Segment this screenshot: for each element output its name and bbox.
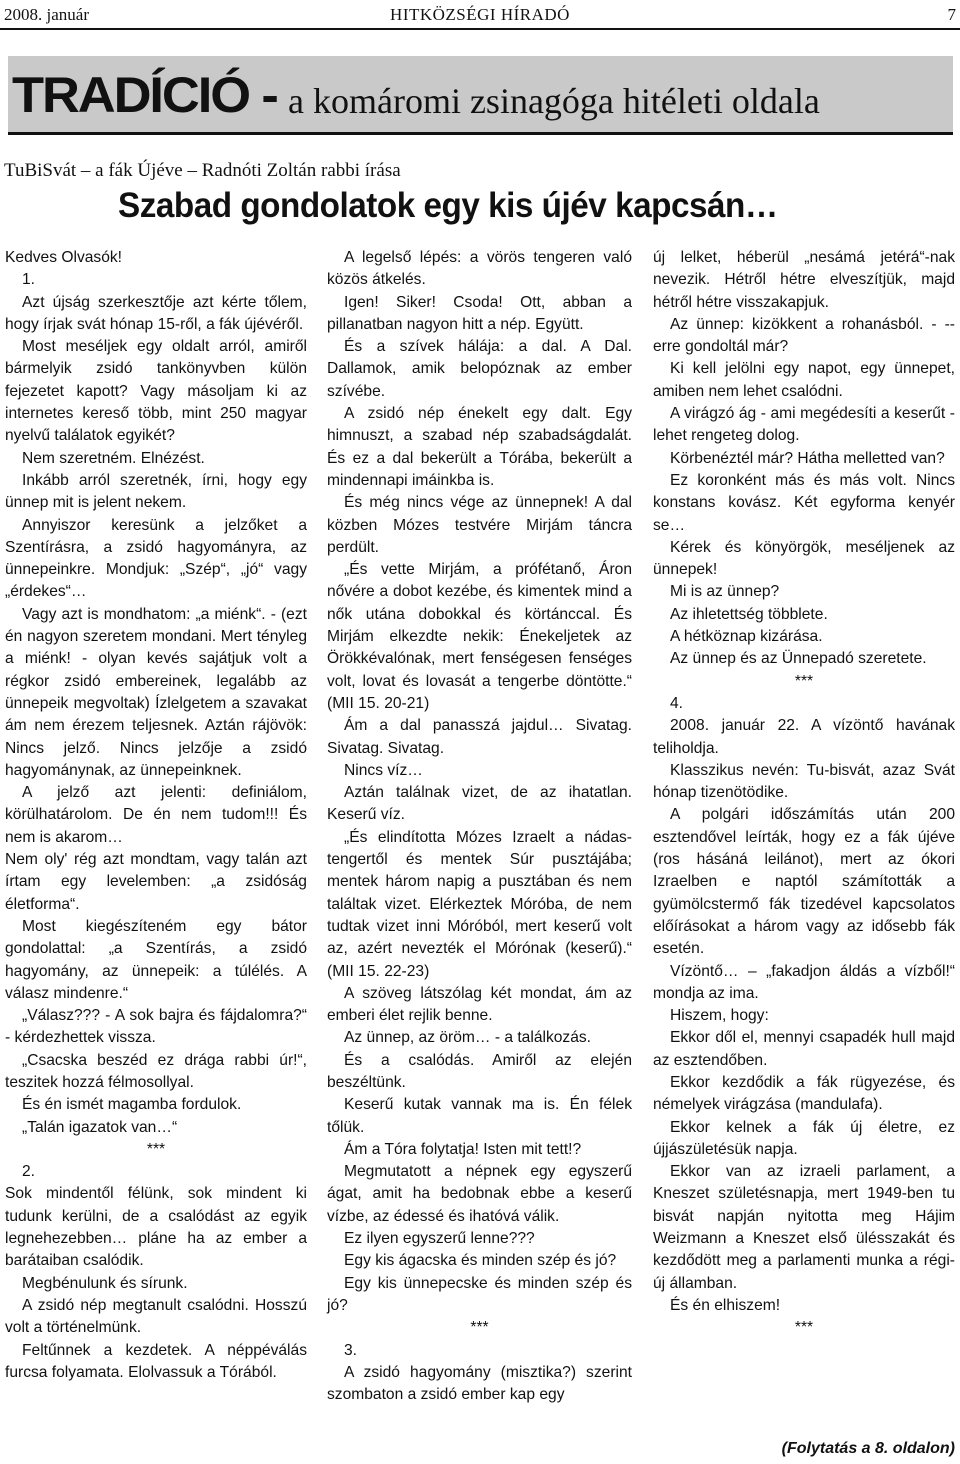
article-column-3 <box>653 247 955 1340</box>
paragraph: Inkább arról szeretnék, írni, hogy egy ünnep mit is jelent nekem. <box>5 471 307 512</box>
section-brand: TRADÍCIÓ - <box>12 67 277 123</box>
paragraph: Azt újság szerkesztője azt kérte tőlem, hogy írjak svát hónap 15-ről, a fák újévéről. <box>5 293 307 333</box>
paragraph: Ki kell jelölni egy napot, egy ünnepet, amiben nem lehet csalódni. <box>653 360 955 400</box>
paragraph: 1. <box>22 271 36 289</box>
paragraph: Az ünnep, az öröm… - a találkozás. <box>344 1029 592 1047</box>
publication-name: HITKÖZSÉGI HÍRADÓ <box>390 5 570 24</box>
paragraph: Aztán találnak vizet, de az ihatatlan. Keserű víz. <box>327 784 632 824</box>
section-number: 3. <box>344 1341 358 1359</box>
paragraph: Ekkor kezdődik a fák rügyezése, és némelyek virágzása (mandulafa). <box>653 1073 955 1114</box>
paragraph: Sok mindentől félünk, sok mindent ki tudunk kerülni, de a csalódást az egyik legnehezebben… pláne ha az ember a barátaiban csalódik. <box>5 1185 307 1270</box>
paragraph: A hétköznap kizárása. <box>670 628 823 646</box>
paragraph: A legelső lépés: a vörös tengeren való közös átkelés. <box>327 249 632 289</box>
paragraph: Annyiszor keresünk a jelzőket a Szentírásra, a zsidó hagyományra, az ünnepeinkre. Mondjuk: „Szép“, „jó“ vagy „érdekes“… <box>5 516 307 601</box>
paragraph: Az ünnep: kizökkent a rohanásból. - -- erre gondoltál már? <box>653 315 955 356</box>
paragraph: A virágzó ág - ami megédesíti a keserűt - lehet rengeteg dolog. <box>653 405 955 445</box>
paragraph: És én elhiszem! <box>670 1296 781 1314</box>
section-subtitle: a komáromi zsinagóga hitéleti oldala <box>288 81 820 121</box>
paragraph: Mi is az ünnep? <box>670 583 780 601</box>
section-separator: *** <box>794 1319 814 1337</box>
paragraph: A szöveg látszólag két mondat, ám az emberi élet rejlik benne. <box>327 984 632 1025</box>
paragraph: „Válasz??? - A sok bajra és fájdalomra?“ - kérdezhettek vissza. <box>5 1007 307 1047</box>
paragraph: És a csalódás. Amiről az elején beszéltünk. <box>327 1051 632 1091</box>
paragraph: Keserű kutak vannak ma is. Én félek tőlük. <box>327 1096 632 1136</box>
paragraph: Egy kis ünnepecske és minden szép és jó? <box>327 1274 632 1314</box>
paragraph: „És vette Mirjám, a prófétanő, Áron nővére a dobot kezébe, és kimentek mind a nők utána dobokkal és körtánccal. És Mirjám elkezdte nekik: Énekeljetek az Örökkévalónak, mert fenségesen fenséges volt, lovat és lovasát a tengerbe döntötte.“ (MII 15. 20-21) <box>327 561 632 712</box>
paragraph: Vízöntő… – „fakadjon áldás a vízből!“ mondja az ima. <box>653 962 955 1002</box>
paragraph: Egy kis ágacska és minden szép és jó? <box>344 1252 617 1270</box>
paragraph: És a szívek hálája: a dal. A Dal. Dallamok, amik belopóznak az ember szívébe. <box>327 338 632 400</box>
paragraph: Nem oly' rég azt mondtam, vagy talán azt írtam egy levelemben: „a zsidóság életforma“. <box>5 851 307 913</box>
paragraph: A zsidó nép énekelt egy dalt. Egy himnuszt, a szabad nép szabadságdalát. És ez a dal bekerült a Tórába, bekerült a mindennapi imáinkba is. <box>327 405 632 489</box>
paragraph: Nincs víz… <box>344 761 423 779</box>
article-kicker: TuBiSvát – a fák Újéve – Radnóti Zoltán rabbi írása <box>4 160 401 181</box>
paragraph: Ez ilyen egyszerű lenne??? <box>344 1230 535 1248</box>
continuation-note: (Folytatás a 8. oldalon) <box>781 1440 955 1457</box>
section-separator: *** <box>470 1319 489 1337</box>
running-header <box>0 0 960 28</box>
paragraph: Megbénulunk és sírunk. <box>22 1274 188 1292</box>
section-number: 2. <box>22 1163 36 1181</box>
paragraph: Ekkor dől el, mennyi csapadék hull majd az esztendőben. <box>653 1029 955 1069</box>
paragraph: Klasszikus nevén: Tu-bisvát, azaz Svát hónap tizenötödike. <box>653 761 955 802</box>
paragraph: A zsidó nép megtanult csalódni. Hosszú volt a történelmünk. <box>5 1296 307 1337</box>
paragraph: A polgári időszámítás után 200 esztendővel leírták, hogy ez a fák újéve (ros hásáná leilánot), mert az ókori Izraelben e naptól számították a gyümölcstermő fák tizedével kapcsolatos előírásokat a három vagy az idősebb fák esetén. <box>653 806 955 958</box>
paragraph: új lelket, héberül „nesámá jetérá“-nak nevezik. Hétről hétre elveszítjük, majd hétről hétre visszakapjuk. <box>653 249 955 311</box>
paragraph: Nem szeretném. Elnézést. <box>22 449 205 467</box>
article-column-1 <box>5 247 307 1384</box>
section-separator: *** <box>146 1140 166 1158</box>
paragraph: És én ismét magamba fordulok. <box>22 1096 242 1114</box>
paragraph: Vagy azt is mondhatom: „a miénk“. - (ezt én nagyon szeretem mondani. Mert tényleg a miénk! - olyan kevés sajátjuk volt a régkor zsidó embereinek, legalább az ünnepeik megvoltak) Ízlelgetem a szavakat ám nem érezem teljesnek. Aztán rájövök: Nincs jelző. Nincs jelzője a zsidó hagyománynak, az ünnepeinknek. <box>5 605 307 779</box>
paragraph: A jelző azt jelenti: definiálom, körülhatárolom. De én nem tudom!!! És nem is akarom… <box>5 784 307 846</box>
paragraph: Ekkor van az izraeli parlament, a Kneszet születésnapja, mert 1949-ben tu bisvát napján nyitotta meg Hájim Weizmann a Kneszet első ülésszakát és kezdődött meg a parlamenti munka a régi-új államban. <box>653 1163 955 1292</box>
section-banner <box>8 56 953 135</box>
paragraph: Megmutatott a népnek egy egyszerű ágat, amit ha bedobnak ebbe a keserű vízbe, az édessé és ihatóvá válik. <box>327 1163 632 1225</box>
paragraph: Most meséljek egy oldalt arról, amiről bármelyik zsidó tankönyvben külön fejezetet kapott? Vagy másoljam ki az internetes kereső több, mint 250 magyar nyelvű találatok egyikét? <box>5 338 307 445</box>
paragraph: A zsidó hagyomány (misztika?) szerint szombaton a zsidó ember kap egy <box>327 1363 632 1404</box>
paragraph: „És elindította Mózes Izraelt a nádas-tengertől és mentek Súr pusztájába; mentek három napig a pusztában és nem találtak vizet. Elérkeztek Móróba, de nem tudtak vizet inni Móróból, mert keserű volt az, azért nevezték el Mórónak (keserű).“ (MII 15. 22-23) <box>327 828 632 980</box>
paragraph: Kedves Olvasók! <box>5 249 123 266</box>
paragraph: Ekkor kelnek a fák új életre, ez újjászületésük napja. <box>653 1118 955 1158</box>
paragraph: Kérek és könyörgök, meséljenek az ünnepek! <box>653 538 955 579</box>
paragraph: Hiszem, hogy: <box>670 1007 769 1025</box>
page-number: 7 <box>947 5 956 24</box>
paragraph: Feltűnnek a kezdetek. A néppéválás furcsa folyamata. Elolvassuk a Tórából. <box>5 1341 307 1381</box>
paragraph: Ám a Tóra folytatja! Isten mit tett!? <box>344 1140 582 1158</box>
paragraph: „Csacska beszéd ez drága rabbi úr!“, teszitek hozzá félmosollyal. <box>5 1051 307 1091</box>
paragraph: Ám a dal panasszá jajdul… Sivatag. Sivatag. Sivatag. <box>327 717 632 757</box>
issue-date: 2008. január <box>4 5 89 24</box>
paragraph: Az ünnep és az Ünnepadó szeretete. <box>670 650 927 668</box>
article-column-2 <box>327 247 632 1406</box>
paragraph: 2008. január 22. A vízöntő havának teliholdja. <box>653 717 955 757</box>
paragraph: Az ihletettség többlete. <box>670 605 828 623</box>
paragraph: Igen! Siker! Csoda! Ott, abban a pillanatban nagyon hitt a nép. Együtt. <box>327 293 632 333</box>
paragraph: Most kiegészíteném egy bátor gondolattal: „a Szentírás, a zsidó hagyomány, az ünnepeik: a túlélés. A válasz mindenre.“ <box>5 917 307 1002</box>
paragraph: És még nincs vége az ünnepnek! A dal közben Mózes testvére Mirjám táncra perdült. <box>327 494 632 556</box>
section-number: 4. <box>670 694 684 712</box>
paragraph: Körbenéztél már? Hátha melletted van? <box>670 449 945 467</box>
paragraph: „Talán igazatok van…“ <box>22 1118 178 1136</box>
paragraph: Ez koronként más és más volt. Nincs konstans kovász. Két egyforma kenyér se… <box>653 471 955 534</box>
section-separator: *** <box>794 672 814 690</box>
header-rule <box>0 28 960 30</box>
article-headline: Szabad gondolatok egy kis újév kapcsán… <box>118 186 778 225</box>
